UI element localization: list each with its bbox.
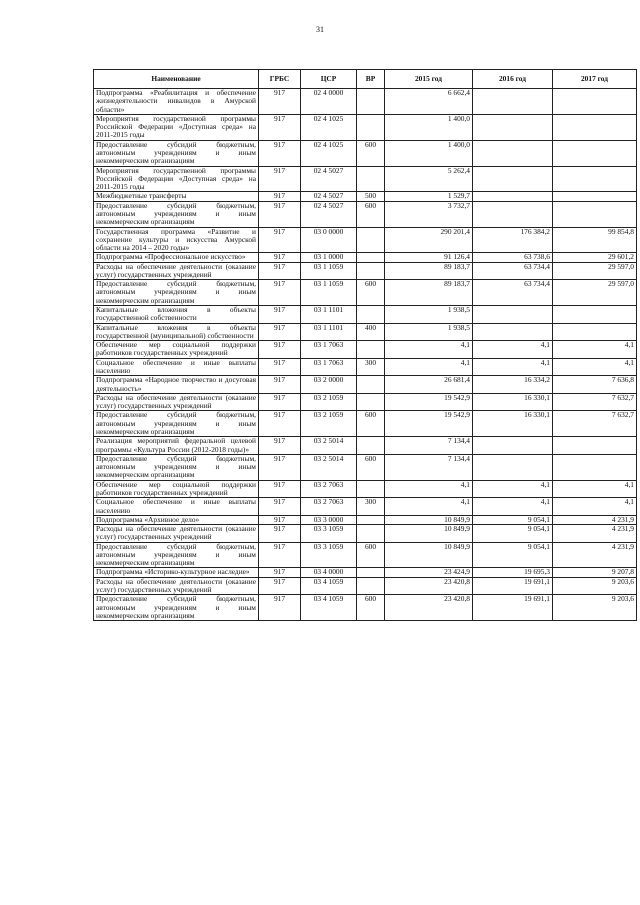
row-value-2015: 290 201,4	[385, 227, 473, 253]
row-grbs: 917	[259, 542, 301, 568]
row-csr: 03 3 1059	[301, 525, 357, 543]
row-value-2015: 6 662,4	[385, 89, 473, 115]
row-value-2015: 4,1	[385, 498, 473, 516]
row-name: Обеспечение мер социальной поддержки работников государственных учреждений	[94, 480, 259, 498]
row-value-2015: 23 420,8	[385, 595, 473, 621]
row-value-2017: 29 601,2	[553, 253, 637, 262]
row-vr: 600	[357, 201, 385, 227]
row-name: Подпрограмма «Архивное дело»	[94, 515, 259, 524]
table-row	[94, 577, 637, 595]
row-value-2017: 29 597,0	[553, 262, 637, 280]
row-value-2016: 16 334,2	[473, 376, 553, 394]
row-csr: 03 2 1059	[301, 393, 357, 411]
row-grbs: 917	[259, 323, 301, 341]
row-csr: 03 2 5014	[301, 454, 357, 480]
row-name: Предоставление субсидий бюджетным, автономным учреждениям и иным некоммерческим организациям	[94, 140, 259, 166]
row-csr: 02 4 5027	[301, 201, 357, 227]
row-vr	[357, 306, 385, 324]
table-row	[94, 114, 637, 140]
row-value-2015: 26 681,4	[385, 376, 473, 394]
row-grbs: 917	[259, 114, 301, 140]
row-value-2017: 7 632,7	[553, 393, 637, 411]
row-value-2017	[553, 166, 637, 192]
row-csr: 03 1 0000	[301, 253, 357, 262]
row-name: Мероприятия государственной программы Российской Федерации «Доступная среда» на 2011-2015 годы	[94, 114, 259, 140]
row-value-2015: 1 400,0	[385, 114, 473, 140]
row-csr: 02 4 5027	[301, 192, 357, 201]
col-header-csr: ЦСР	[301, 70, 357, 89]
table-row	[94, 454, 637, 480]
row-name: Капитальные вложения в объекты государственной собственности	[94, 306, 259, 324]
row-value-2017: 4,1	[553, 480, 637, 498]
row-name: Капитальные вложения в объекты государственной (муниципальной) собственности	[94, 323, 259, 341]
table-row	[94, 227, 637, 253]
row-name: Социальное обеспечение и иные выплаты населению	[94, 498, 259, 516]
budget-table	[93, 69, 637, 621]
row-grbs: 917	[259, 306, 301, 324]
row-value-2016: 19 691,1	[473, 595, 553, 621]
row-value-2017: 9 203,6	[553, 577, 637, 595]
row-value-2015: 23 420,8	[385, 577, 473, 595]
row-grbs: 917	[259, 376, 301, 394]
row-value-2016: 176 384,2	[473, 227, 553, 253]
row-value-2017	[553, 201, 637, 227]
row-value-2017	[553, 140, 637, 166]
row-value-2015: 23 424,9	[385, 568, 473, 577]
row-vr: 600	[357, 411, 385, 437]
row-name: Подпрограмма «Реабилитация и обеспечение жизнедеятельности инвалидов в Амурской области»	[94, 89, 259, 115]
row-grbs: 917	[259, 515, 301, 524]
row-vr	[357, 166, 385, 192]
row-vr	[357, 393, 385, 411]
row-vr	[357, 437, 385, 455]
row-value-2015: 5 262,4	[385, 166, 473, 192]
row-name: Государственная программа «Развитие и сохранение культуры и искусства Амурской области на 2014 – 2020 годы»	[94, 227, 259, 253]
row-value-2016: 63 738,6	[473, 253, 553, 262]
page-number: 31	[316, 25, 324, 34]
row-value-2016	[473, 201, 553, 227]
table-row	[94, 166, 637, 192]
row-value-2017: 9 203,6	[553, 595, 637, 621]
row-value-2015: 1 400,0	[385, 140, 473, 166]
row-name: Предоставление субсидий бюджетным, автономным учреждениям и иным некоммерческим организациям	[94, 542, 259, 568]
row-vr: 600	[357, 542, 385, 568]
row-name: Предоставление субсидий бюджетным, автономным учреждениям и иным некоммерческим организациям	[94, 454, 259, 480]
row-vr: 300	[357, 498, 385, 516]
row-grbs: 917	[259, 498, 301, 516]
row-vr	[357, 568, 385, 577]
row-csr: 03 2 0000	[301, 376, 357, 394]
row-value-2015: 4,1	[385, 480, 473, 498]
table-row	[94, 437, 637, 455]
row-value-2015: 1 938,5	[385, 306, 473, 324]
row-grbs: 917	[259, 192, 301, 201]
row-vr: 600	[357, 140, 385, 166]
col-header-vr: ВР	[357, 70, 385, 89]
row-name: Расходы на обеспечение деятельности (оказание услуг) государственных учреждений	[94, 393, 259, 411]
row-grbs: 917	[259, 341, 301, 359]
row-vr: 400	[357, 323, 385, 341]
row-value-2017	[553, 437, 637, 455]
row-vr	[357, 341, 385, 359]
table-row	[94, 498, 637, 516]
table-row	[94, 568, 637, 577]
row-value-2016	[473, 437, 553, 455]
row-csr: 03 0 0000	[301, 227, 357, 253]
row-vr: 300	[357, 358, 385, 376]
row-vr	[357, 525, 385, 543]
row-value-2016: 63 734,4	[473, 262, 553, 280]
row-value-2015: 10 849,9	[385, 515, 473, 524]
row-value-2015: 10 849,9	[385, 525, 473, 543]
row-grbs: 917	[259, 393, 301, 411]
row-csr: 03 4 1059	[301, 577, 357, 595]
row-csr: 02 4 1025	[301, 140, 357, 166]
row-value-2017	[553, 89, 637, 115]
row-name: Расходы на обеспечение деятельности (оказание услуг) государственных учреждений	[94, 525, 259, 543]
col-header-2015: 2015 год	[385, 70, 473, 89]
row-value-2017: 7 632,7	[553, 411, 637, 437]
table-row	[94, 376, 637, 394]
row-value-2015: 4,1	[385, 341, 473, 359]
row-value-2015: 19 542,9	[385, 393, 473, 411]
row-grbs: 917	[259, 480, 301, 498]
row-value-2016: 9 054,1	[473, 542, 553, 568]
row-name: Расходы на обеспечение деятельности (оказание услуг) государственных учреждений	[94, 577, 259, 595]
row-value-2017: 4,1	[553, 358, 637, 376]
row-csr: 03 3 1059	[301, 542, 357, 568]
row-csr: 03 1 7063	[301, 341, 357, 359]
row-name: Подпрограмма «Народное творчество и досуговая деятельность»	[94, 376, 259, 394]
row-vr: 600	[357, 595, 385, 621]
table-row	[94, 525, 637, 543]
row-vr: 600	[357, 280, 385, 306]
row-name: Расходы на обеспечение деятельности (оказание услуг) государственных учреждений	[94, 262, 259, 280]
row-value-2015: 3 732,7	[385, 201, 473, 227]
row-vr	[357, 480, 385, 498]
row-value-2017	[553, 306, 637, 324]
row-name: Предоставление субсидий бюджетным, автономным учреждениям и иным некоммерческим организациям	[94, 595, 259, 621]
table-row	[94, 192, 637, 201]
row-value-2016	[473, 323, 553, 341]
row-name: Подпрограмма «Профессиональное искусство»	[94, 253, 259, 262]
row-grbs: 917	[259, 358, 301, 376]
row-vr	[357, 227, 385, 253]
col-header-2017: 2017 год	[553, 70, 637, 89]
table-row	[94, 262, 637, 280]
row-name: Предоставление субсидий бюджетным, автономным учреждениям и иным некоммерческим организациям	[94, 411, 259, 437]
row-value-2017: 4 231,9	[553, 542, 637, 568]
table-row	[94, 253, 637, 262]
row-csr: 03 2 5014	[301, 437, 357, 455]
row-value-2015: 7 134,4	[385, 454, 473, 480]
table-row	[94, 515, 637, 524]
row-value-2017	[553, 192, 637, 201]
row-value-2017: 4 231,9	[553, 515, 637, 524]
row-grbs: 917	[259, 595, 301, 621]
row-csr: 02 4 0000	[301, 89, 357, 115]
row-vr: 500	[357, 192, 385, 201]
row-csr: 02 4 1025	[301, 114, 357, 140]
row-value-2015: 19 542,9	[385, 411, 473, 437]
row-grbs: 917	[259, 568, 301, 577]
row-value-2015: 89 183,7	[385, 262, 473, 280]
row-csr: 03 1 7063	[301, 358, 357, 376]
row-csr: 03 4 1059	[301, 595, 357, 621]
table-row	[94, 280, 637, 306]
row-value-2015: 10 849,9	[385, 542, 473, 568]
row-value-2015: 89 183,7	[385, 280, 473, 306]
row-vr	[357, 114, 385, 140]
row-name: Мероприятия государственной программы Российской Федерации «Доступная среда» на 2011-2015 годы	[94, 166, 259, 192]
table-row	[94, 595, 637, 621]
row-value-2016	[473, 306, 553, 324]
table-row	[94, 542, 637, 568]
row-grbs: 917	[259, 454, 301, 480]
row-grbs: 917	[259, 280, 301, 306]
row-vr	[357, 515, 385, 524]
row-name: Обеспечение мер социальной поддержки работников государственных учреждений	[94, 341, 259, 359]
row-vr	[357, 89, 385, 115]
table-header-row	[94, 70, 637, 89]
row-name: Социальное обеспечение и иные выплаты населению	[94, 358, 259, 376]
row-value-2017	[553, 114, 637, 140]
table-row	[94, 393, 637, 411]
table-row	[94, 140, 637, 166]
row-value-2017: 29 597,0	[553, 280, 637, 306]
row-name: Предоставление субсидий бюджетным, автономным учреждениям и иным некоммерческим организациям	[94, 201, 259, 227]
row-value-2015: 1 938,5	[385, 323, 473, 341]
table-row	[94, 411, 637, 437]
row-grbs: 917	[259, 525, 301, 543]
row-grbs: 917	[259, 411, 301, 437]
col-header-2016: 2016 год	[473, 70, 553, 89]
row-value-2017: 99 854,8	[553, 227, 637, 253]
row-value-2016: 4,1	[473, 498, 553, 516]
row-value-2017: 7 636,8	[553, 376, 637, 394]
row-value-2016: 4,1	[473, 341, 553, 359]
row-name: Подпрограмма «Историко-культурное наследие»	[94, 568, 259, 577]
row-name: Межбюджетные трансферты	[94, 192, 259, 201]
row-value-2016: 9 054,1	[473, 525, 553, 543]
row-csr: 03 1 1059	[301, 280, 357, 306]
row-value-2017	[553, 454, 637, 480]
row-value-2016	[473, 89, 553, 115]
row-value-2016	[473, 166, 553, 192]
col-header-name: Наименование	[94, 70, 259, 89]
row-vr	[357, 253, 385, 262]
table-row	[94, 323, 637, 341]
row-value-2017: 9 207,8	[553, 568, 637, 577]
row-name: Реализация мероприятий федеральной целевой программы «Культура России (2012-2018 годы)»	[94, 437, 259, 455]
table-row	[94, 358, 637, 376]
row-csr: 03 1 1059	[301, 262, 357, 280]
table-row	[94, 201, 637, 227]
row-value-2015: 4,1	[385, 358, 473, 376]
row-value-2016: 4,1	[473, 480, 553, 498]
row-value-2016: 19 691,1	[473, 577, 553, 595]
table-row	[94, 480, 637, 498]
row-value-2016	[473, 140, 553, 166]
row-value-2016: 9 054,1	[473, 515, 553, 524]
row-csr: 03 3 0000	[301, 515, 357, 524]
row-vr	[357, 577, 385, 595]
row-grbs: 917	[259, 227, 301, 253]
row-value-2017	[553, 323, 637, 341]
row-grbs: 917	[259, 437, 301, 455]
row-grbs: 917	[259, 201, 301, 227]
row-value-2016	[473, 192, 553, 201]
row-value-2017: 4,1	[553, 341, 637, 359]
row-csr: 03 2 7063	[301, 498, 357, 516]
row-csr: 03 2 7063	[301, 480, 357, 498]
row-vr: 600	[357, 454, 385, 480]
row-value-2015: 7 134,4	[385, 437, 473, 455]
row-vr	[357, 376, 385, 394]
row-value-2017: 4,1	[553, 498, 637, 516]
row-value-2016: 16 330,1	[473, 411, 553, 437]
table-row	[94, 89, 637, 115]
row-value-2016	[473, 114, 553, 140]
row-grbs: 917	[259, 253, 301, 262]
row-vr	[357, 262, 385, 280]
table-row	[94, 306, 637, 324]
col-header-grbs: ГРБС	[259, 70, 301, 89]
row-csr: 03 1 1101	[301, 306, 357, 324]
row-csr: 03 4 0000	[301, 568, 357, 577]
row-grbs: 917	[259, 262, 301, 280]
row-value-2016: 19 695,3	[473, 568, 553, 577]
row-name: Предоставление субсидий бюджетным, автономным учреждениям и иным некоммерческим организациям	[94, 280, 259, 306]
row-grbs: 917	[259, 166, 301, 192]
row-value-2016: 16 330,1	[473, 393, 553, 411]
row-value-2015: 91 126,4	[385, 253, 473, 262]
row-value-2016: 4,1	[473, 358, 553, 376]
row-value-2015: 1 529,7	[385, 192, 473, 201]
row-value-2016	[473, 454, 553, 480]
row-csr: 03 1 1101	[301, 323, 357, 341]
row-csr: 02 4 5027	[301, 166, 357, 192]
table-row	[94, 341, 637, 359]
row-grbs: 917	[259, 140, 301, 166]
row-grbs: 917	[259, 89, 301, 115]
row-grbs: 917	[259, 577, 301, 595]
row-csr: 03 2 1059	[301, 411, 357, 437]
row-value-2017: 4 231,9	[553, 525, 637, 543]
row-value-2016: 63 734,4	[473, 280, 553, 306]
